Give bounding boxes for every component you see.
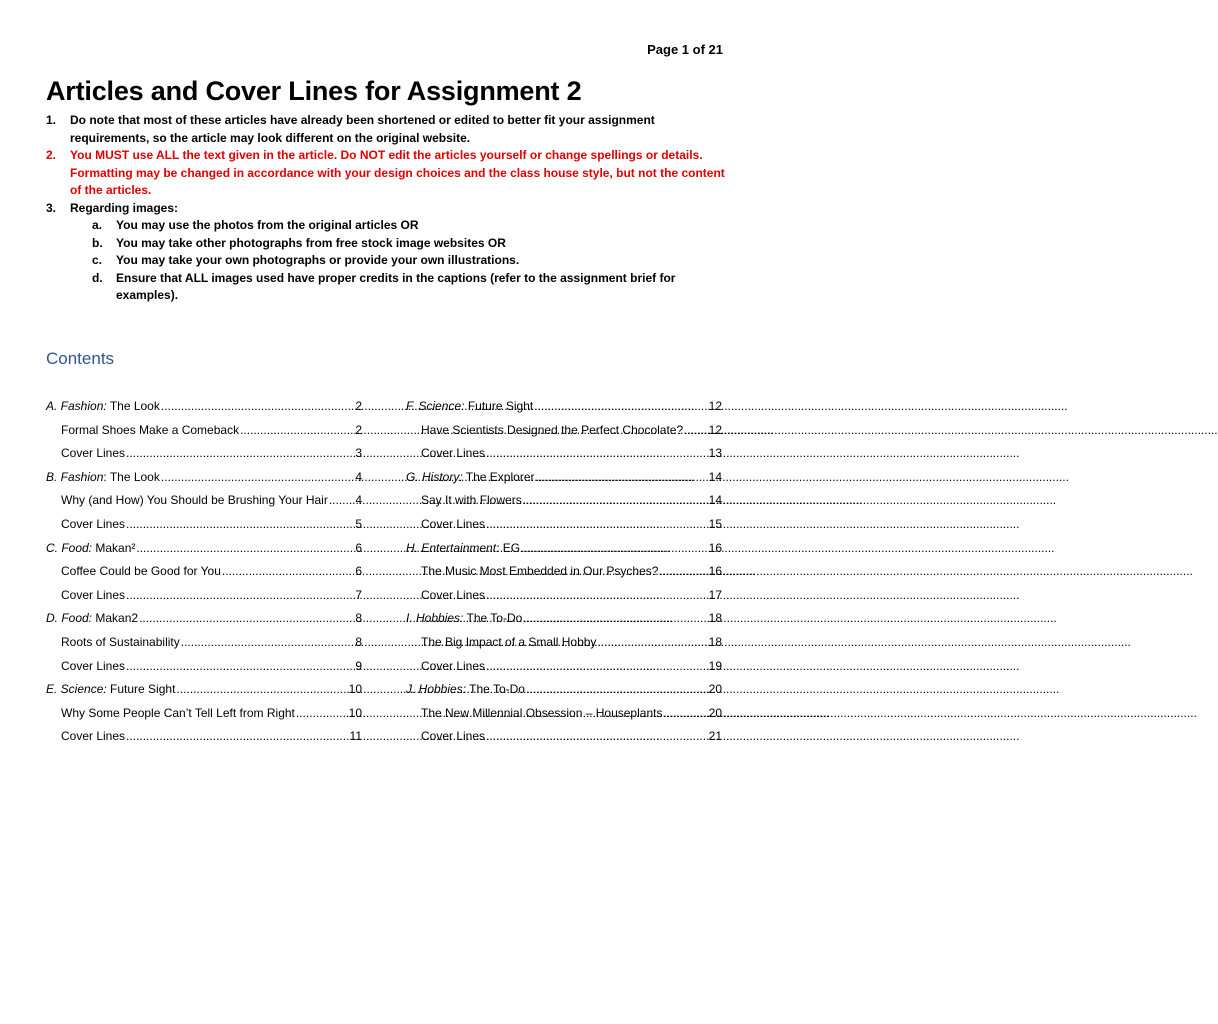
image-option-item [92, 270, 726, 305]
toc-entry-title: Have Scientists Designed the Perfect Chocolate? [421, 422, 684, 437]
toc-page-number: 20 [708, 705, 722, 720]
toc-entry-title: Say It with Flowers [421, 493, 522, 508]
toc-section-name: E. Science: [46, 682, 107, 697]
toc-entry-title: Cover Lines [61, 516, 126, 531]
toc-section-name: I. Hobbies: [406, 611, 464, 626]
toc-dot-leader [176, 681, 347, 697]
toc-dot-leader [126, 516, 354, 532]
toc-article-link[interactable] [406, 634, 722, 658]
toc-entry-label [61, 728, 125, 744]
toc-article-link[interactable] [406, 516, 722, 540]
toc-entry-label [46, 398, 160, 414]
toc-dot-leader [534, 398, 707, 414]
toc-entry-label [61, 516, 125, 532]
toc-entry-title: Cover Lines [421, 729, 486, 744]
toc-entry-title: Cover Lines [61, 587, 126, 602]
toc-section-link[interactable] [46, 398, 362, 422]
contents-heading: Contents [46, 349, 115, 368]
toc-page-number: 9 [355, 658, 362, 673]
toc-section-link[interactable] [46, 469, 362, 493]
toc-dot-leader [222, 563, 354, 579]
toc-column-right [406, 398, 722, 752]
toc-entry-title: : The Look [103, 469, 160, 484]
toc-article-link[interactable] [46, 658, 362, 682]
toc-entry-label [61, 492, 328, 508]
toc-entry-label [421, 587, 485, 603]
toc-page-number: 8 [355, 611, 362, 626]
toc-dot-leader [659, 563, 707, 579]
toc-article-link[interactable] [406, 658, 722, 682]
toc-entry-title: The To-Do [466, 682, 525, 697]
toc-section-link[interactable] [406, 610, 722, 634]
toc-column-left [46, 398, 362, 752]
toc-page-number: 3 [355, 446, 362, 461]
toc-section-name: J. Hobbies: [406, 682, 467, 697]
toc-page-number: 4 [355, 493, 362, 508]
toc-entry-title: Cover Lines [421, 446, 486, 461]
toc-entry-label [406, 681, 525, 697]
toc-entry-label [61, 445, 125, 461]
toc-dot-leader [521, 540, 708, 556]
toc-dot-leader [663, 705, 707, 721]
toc-dot-leader [329, 492, 354, 508]
toc-entry-label [46, 610, 138, 626]
toc-entry-title: The To-Do [463, 611, 523, 626]
toc-entry-label [61, 587, 125, 603]
toc-section-name: D. Food: [46, 611, 93, 626]
toc-dot-leader [126, 728, 349, 744]
toc-entry-title: Cover Lines [421, 587, 486, 602]
toc-section-link[interactable] [406, 398, 722, 422]
toc-page-number: 6 [355, 564, 362, 579]
toc-dot-leader [523, 492, 708, 508]
image-option-letter: c. [92, 253, 103, 267]
image-option-text: Ensure that ALL images used have proper credits in the captions (refer to the assignment brief for examples). [116, 270, 676, 302]
toc-entry-title: The Big Impact of a Small Hobby [421, 634, 597, 649]
toc-entry-title: Future Sight [106, 682, 176, 697]
instruction-item [46, 200, 726, 218]
toc-section-link[interactable] [46, 540, 362, 564]
toc-dot-leader [486, 658, 708, 674]
toc-section-link[interactable] [406, 681, 722, 705]
toc-entry-title: Cover Lines [421, 658, 486, 673]
toc-dot-leader [526, 681, 708, 697]
toc-entry-label [46, 469, 160, 485]
toc-page-number: 13 [708, 446, 722, 461]
toc-page-number: 12 [708, 399, 722, 413]
toc-entry-label [406, 469, 534, 485]
toc-page-number: 8 [355, 634, 362, 649]
toc-page-number: 17 [708, 587, 722, 602]
toc-page-number: 18 [708, 611, 722, 626]
toc-article-link[interactable] [406, 492, 722, 516]
toc-dot-leader [240, 422, 354, 438]
toc-page-number: 12 [708, 422, 722, 437]
toc-entry-label [421, 422, 683, 438]
toc-page-number: 10 [348, 682, 362, 697]
toc-dot-leader [486, 445, 708, 461]
toc-dot-leader [523, 610, 707, 626]
toc-entry-title: Coffee Could be Good for You [61, 564, 221, 579]
toc-page-number: 11 [349, 729, 362, 744]
toc-entry-title: Why Some People Can’t Tell Left from Right [61, 705, 295, 720]
image-option-text: You may use the photos from the original articles OR [116, 218, 419, 232]
toc-entry-label [421, 445, 485, 461]
document-title: Articles and Cover Lines for Assignment 2 [46, 76, 582, 106]
image-option-item [92, 252, 726, 270]
toc-entry-title: Makan2 [92, 611, 139, 626]
toc-page-number: 2 [355, 422, 362, 437]
toc-dot-leader [486, 728, 708, 744]
toc-dot-leader [161, 398, 354, 414]
toc-section-name: G. History: [406, 469, 463, 484]
image-option-text: You may take your own photographs or provide your own illustrations. [116, 253, 520, 267]
toc-article-link[interactable] [46, 705, 362, 729]
image-option-letter: d. [92, 270, 103, 285]
toc-entry-title: Cover Lines [421, 516, 486, 531]
toc-entry-label [421, 728, 485, 744]
toc-page-number: 14 [708, 469, 722, 484]
toc-page-number: 6 [355, 540, 362, 555]
instruction-text: Regarding images: [70, 200, 179, 215]
toc-entry-title: Cover Lines [61, 729, 126, 744]
toc-section-link[interactable] [406, 540, 722, 564]
toc-entry-label [406, 398, 533, 414]
toc-article-link[interactable] [406, 587, 722, 611]
image-option-item [92, 217, 726, 235]
image-option-letter: b. [92, 235, 103, 250]
toc-entry-title: Cover Lines [61, 446, 126, 461]
image-option-text: You may take other photographs from free stock image websites OR [116, 235, 506, 250]
toc-page-number: 19 [708, 658, 722, 673]
toc-entry-title: Roots of Sustainability [61, 634, 180, 649]
toc-entry-title: The New Millennial Obsession – Houseplants [421, 705, 663, 720]
toc-page-number: 20 [708, 682, 722, 697]
toc-entry-title: Future Sight [464, 399, 534, 413]
toc-entry-title: The Explorer [462, 469, 535, 484]
toc-article-link[interactable] [406, 705, 722, 729]
toc-dot-leader [684, 422, 707, 438]
page-number: Page 1 of 21 [647, 42, 723, 57]
toc-article-link[interactable] [406, 563, 722, 587]
toc-page-number: 10 [348, 705, 362, 720]
toc-article-link[interactable] [46, 422, 362, 446]
toc-section-link[interactable] [46, 681, 362, 705]
toc-entry-label [61, 634, 180, 650]
toc-dot-leader [136, 540, 354, 556]
instruction-number: 2. [46, 148, 57, 162]
toc-entry-label [61, 705, 295, 721]
toc-entry-label [46, 681, 175, 697]
toc-dot-leader [597, 634, 707, 650]
instruction-item-warning [46, 147, 726, 200]
toc-article-link[interactable] [46, 587, 362, 611]
toc-article-link[interactable] [406, 422, 722, 446]
toc-page-number: 2 [355, 399, 362, 413]
toc-dot-leader [486, 587, 708, 603]
toc-entry-label [406, 610, 522, 626]
toc-entry-label [421, 563, 658, 579]
toc-section-name: H. Entertainment: [406, 540, 500, 555]
toc-page-number: 18 [708, 634, 722, 649]
image-option-item [92, 235, 726, 253]
toc-dot-leader [181, 634, 355, 650]
toc-entry-label [421, 492, 522, 508]
toc-article-link[interactable] [406, 728, 722, 752]
toc-page-number: 16 [708, 540, 722, 555]
toc-page-number: 15 [708, 516, 722, 531]
toc-page-number: 16 [708, 564, 722, 579]
instruction-text: You MUST use ALL the text given in the article. Do NOT edit the articles yourself or change spellings or details. Formatting may be changed in accordance with your design choices and the class house style, but not the content of the articles. [70, 148, 725, 197]
toc-section-link[interactable] [406, 469, 722, 493]
toc-entry-label [46, 540, 135, 556]
toc-section-name: F. Science: [406, 399, 465, 413]
toc-article-link[interactable] [46, 563, 362, 587]
toc-page-number: 5 [355, 516, 362, 531]
instruction-text: Do note that most of these articles have already been shortened or edited to better fit your assignment requirements, so the article may look different on the original website. [70, 113, 655, 145]
toc-article-link[interactable] [406, 445, 722, 469]
toc-entry-label [406, 540, 520, 556]
toc-entry-title: The Music Most Embedded in Our Psyches? [421, 564, 659, 579]
toc-entry-label [61, 563, 221, 579]
toc-entry-title: Formal Shoes Make a Comeback [61, 422, 240, 437]
toc-entry-title: Cover Lines [61, 658, 126, 673]
toc-dot-leader [126, 445, 354, 461]
toc-entry-label [421, 634, 596, 650]
toc-dot-leader [126, 587, 354, 603]
toc-entry-label [61, 422, 239, 438]
toc-article-link[interactable] [46, 445, 362, 469]
toc-article-link[interactable] [46, 634, 362, 658]
toc-dot-leader [296, 705, 348, 721]
instruction-number: 1. [46, 113, 57, 127]
toc-page-number: 21 [708, 729, 722, 744]
toc-entry-title: EG [499, 540, 521, 555]
image-options-list [92, 217, 726, 305]
toc-dot-leader [139, 610, 354, 626]
toc-entry-label [61, 658, 125, 674]
toc-article-link[interactable] [46, 492, 362, 516]
toc-article-link[interactable] [46, 516, 362, 540]
toc-section-name: B. Fashion [46, 469, 104, 484]
toc-dot-leader [161, 469, 354, 485]
toc-entry-label [421, 658, 485, 674]
toc-section-name: C. Food: [46, 540, 93, 555]
toc-entry-label [421, 516, 485, 532]
toc-page-number: 4 [355, 469, 362, 484]
toc-article-link[interactable] [46, 728, 362, 752]
toc-entry-title: Why (and How) You Should be Brushing Your Hair [61, 493, 328, 508]
image-option-letter: a. [92, 218, 103, 232]
toc-entry-title: The Look [106, 399, 160, 413]
toc-dot-leader [535, 469, 707, 485]
toc-section-link[interactable] [46, 610, 362, 634]
toc-entry-label [421, 705, 662, 721]
toc-page-number: 14 [708, 493, 722, 508]
toc-dot-leader [486, 516, 708, 532]
toc-dot-leader [126, 658, 354, 674]
instruction-list [46, 112, 726, 305]
toc-section-name: A. Fashion: [46, 399, 107, 413]
toc-entry-title: Makan² [92, 540, 136, 555]
instruction-number: 3. [46, 200, 57, 215]
toc-page-number: 7 [355, 587, 362, 602]
instruction-item [46, 112, 726, 147]
